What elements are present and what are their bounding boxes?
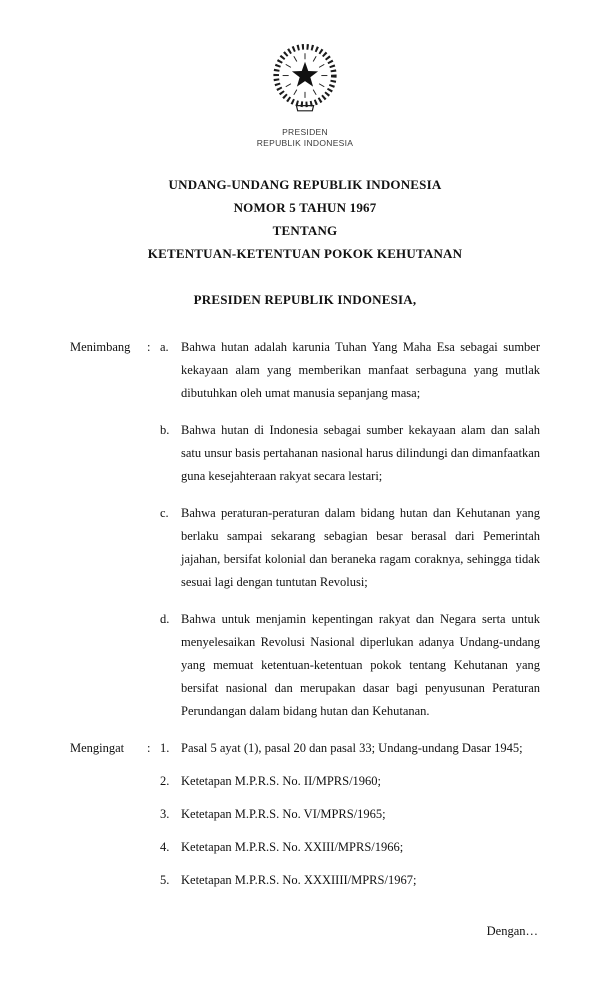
mengingat-section: [70, 737, 540, 892]
menimbang-item-a: [70, 336, 540, 405]
mengingat-label: Mengingat: [70, 741, 125, 755]
emblem-caption-presiden: PRESIDEN: [282, 127, 328, 137]
item-marker: 4.: [160, 840, 170, 854]
salutation: PRESIDEN REPUBLIK INDONESIA,: [193, 292, 417, 307]
item-text: Ketetapan M.P.R.S. No. VI/MPRS/1965;: [181, 807, 386, 821]
title-line-subject: KETENTUAN-KETENTUAN POKOK KEHUTANAN: [147, 246, 463, 261]
mengingat-item-1: [70, 737, 540, 760]
title-line-law: UNDANG-UNDANG REPUBLIK INDONESIA: [168, 177, 442, 192]
item-marker: c.: [160, 506, 169, 520]
mengingat-item-2: [70, 770, 540, 793]
item-marker: 1.: [160, 741, 170, 755]
title-line-tentang: TENTANG: [272, 223, 338, 238]
item-text: Ketetapan M.P.R.S. No. XXXIIII/MPRS/1967;: [181, 873, 417, 887]
item-marker: 2.: [160, 774, 170, 788]
item-marker: 3.: [160, 807, 170, 821]
emblem-caption-republik: REPUBLIK INDONESIA: [256, 138, 354, 148]
item-text: Pasal 5 ayat (1), pasal 20 dan pasal 33; Undang-undang Dasar 1945;: [181, 741, 523, 755]
item-marker: a.: [160, 340, 169, 354]
item-text: Bahwa hutan adalah karunia Tuhan Yang Maha Esa sebagai sumber kekayaan alam yang memberikan manfaat serbaguna yang mutlak dibutuhkan oleh umat manusia sepanjang masa;: [181, 340, 540, 400]
mengingat-item-5: [70, 869, 540, 892]
item-text: Ketetapan M.P.R.S. No. II/MPRS/1960;: [181, 774, 382, 788]
menimbang-colon: :: [147, 340, 151, 354]
item-text: Bahwa untuk menjamin kepentingan rakyat dan Negara serta untuk menyelesaikan Revolusi Nasional diperlukan adanya Undang-undang yang memuat ketentuan-ketentuan pokok tentang Kehutanan yang bersifat nasional dan merupakan dasar bagi penyusunan Peraturan Perundangan dalam bidang hutan dan Kehutanan.: [181, 612, 540, 718]
item-marker: b.: [160, 423, 170, 437]
document-title: [70, 173, 540, 265]
item-text: Ketetapan M.P.R.S. No. XXIII/MPRS/1966;: [181, 840, 404, 854]
item-text: Bahwa hutan di Indonesia sebagai sumber kekayaan alam dan salah satu unsur basis pertahanan nasional harus dilindungi dan dimanfaatkan guna kesejahteraan rakyat secara lestari;: [181, 423, 540, 483]
menimbang-section: [70, 336, 540, 723]
continuation-marker: Dengan…: [486, 924, 538, 938]
mengingat-colon: :: [147, 741, 151, 755]
menimbang-item-c: [70, 502, 540, 594]
menimbang-item-b: [70, 419, 540, 488]
item-text: Bahwa peraturan-peraturan dalam bidang hutan dan Kehutanan yang berlaku sampai sekarang sebagian besar berasal dari Pemerintah jajahan, bersifat kolonial dan beraneka ragam coraknya, sehingga tidak sesuai lagi dengan tuntutan Revolusi;: [181, 506, 540, 589]
item-marker: d.: [160, 612, 170, 626]
menimbang-label: Menimbang: [70, 340, 131, 354]
mengingat-item-4: [70, 836, 540, 859]
title-line-number: NOMOR 5 TAHUN 1967: [233, 200, 377, 215]
presidential-emblem-icon: [262, 36, 348, 122]
menimbang-item-d: [70, 608, 540, 723]
letterhead: [70, 36, 540, 149]
mengingat-item-3: [70, 803, 540, 826]
item-marker: 5.: [160, 873, 170, 887]
